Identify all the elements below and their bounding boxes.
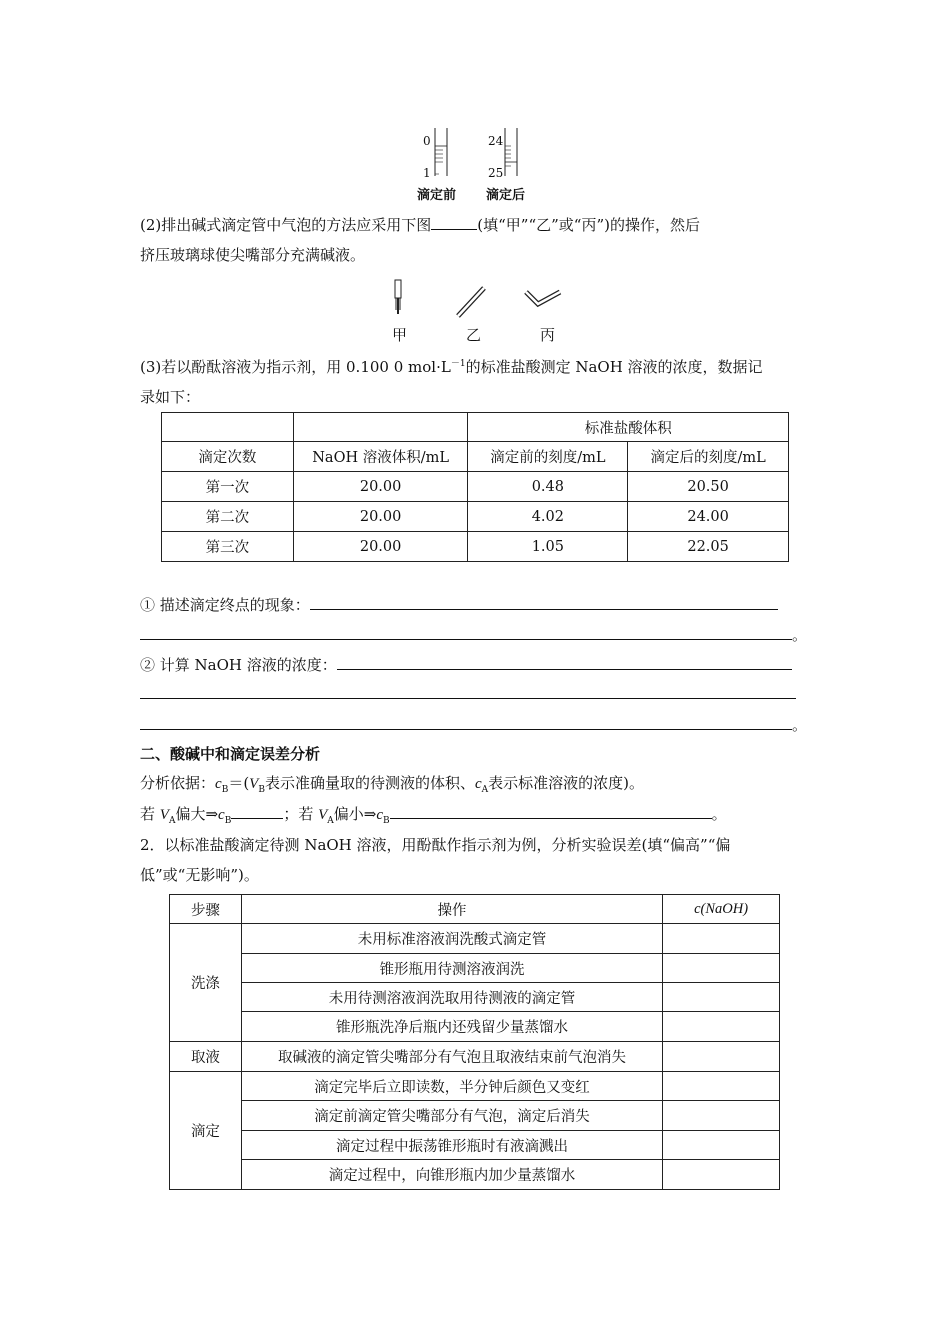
var-c: c (474, 776, 482, 792)
var-c: c (215, 776, 222, 792)
op-cell: 锥形瓶用待测溶液润洗 (241, 954, 662, 983)
cell: 0.48 (468, 472, 628, 502)
op-cell: 取碱液的滴定管尖嘴部分有气泡且取液结束前气泡消失 (241, 1042, 662, 1072)
table-blank (293, 413, 468, 442)
table-row (170, 1072, 780, 1101)
item2-blank3[interactable] (140, 715, 792, 730)
table-row (170, 924, 780, 954)
item1-blank2[interactable] (140, 625, 792, 640)
op-cell: 滴定完毕后立即读数，半分钟后颜色又变红 (241, 1072, 662, 1101)
var-v: V (159, 807, 169, 823)
burette-figure (415, 124, 535, 204)
if-blank1[interactable] (231, 804, 283, 819)
q2-text-a: (2)排出碱式滴定管中气泡的方法应采用下图 (140, 216, 432, 234)
var-c: c (218, 807, 225, 823)
item2-text: ② 计算 NaOH 溶液的浓度： (140, 656, 337, 674)
cell: 第三次 (162, 532, 294, 562)
step-cell: 滴定 (170, 1072, 242, 1190)
error-analysis-table (169, 894, 780, 1190)
op-cell: 未用标准溶液润洗酸式滴定管 (241, 924, 662, 954)
item2-line3 (140, 714, 807, 735)
answer-cell[interactable] (663, 1072, 780, 1101)
table-corner (162, 413, 294, 442)
cell: 24.00 (628, 502, 789, 532)
sub-b: B (224, 816, 232, 826)
table-row (162, 502, 789, 532)
answer-cell[interactable] (663, 1012, 780, 1042)
cell: 20.50 (628, 472, 789, 502)
sub-a: A (327, 816, 334, 826)
caption-after: 滴定后 (486, 188, 526, 203)
if-d: 偏小⇒ (333, 805, 377, 823)
left-bottom-mark: 1 (423, 166, 431, 180)
c-naoh-header: c(NaOH) (694, 900, 749, 917)
item2-blank2[interactable] (140, 684, 796, 699)
bubble-methods-drawing (380, 278, 580, 320)
table-row (162, 472, 789, 502)
bubble-figure (380, 278, 580, 344)
basis-d: 表示标准溶液的浓度)。 (488, 774, 645, 792)
table-group-header: 标准盐酸体积 (468, 413, 789, 442)
if-line (140, 803, 727, 826)
table-row (170, 1012, 780, 1042)
table-row (170, 1160, 780, 1190)
var-v: V (318, 807, 328, 823)
q3-text-b: 的标准盐酸测定 NaOH 溶液的浓度，数据记 (465, 358, 763, 376)
col-header: 滴定后的刻度/mL (628, 442, 789, 472)
op-cell: 未用待测溶液润洗取用待测液的滴定管 (241, 983, 662, 1012)
table-row (170, 1131, 780, 1160)
sub-a: A (481, 785, 489, 795)
if-e: 。 (711, 805, 727, 823)
item1-line2 (140, 624, 807, 645)
col-header (663, 895, 780, 924)
answer-cell[interactable] (663, 1042, 780, 1072)
left-top-mark: 0 (423, 134, 431, 148)
table-row (162, 532, 789, 562)
table-row (170, 1101, 780, 1131)
q2-text-b: (填“甲”“乙”或“丙”)的操作，然后 (477, 216, 700, 234)
step-cell: 取液 (170, 1042, 242, 1072)
if-c: ；若 (283, 805, 319, 823)
answer-cell[interactable] (663, 1101, 780, 1131)
q3-line1 (140, 356, 763, 377)
item1-blank[interactable] (310, 595, 778, 610)
titration-data-table (161, 412, 789, 562)
caption-before: 滴定前 (417, 188, 457, 203)
basis-a: 分析依据： (140, 774, 216, 792)
sub-b: B (383, 816, 390, 826)
item2-blank[interactable] (337, 655, 792, 670)
answer-cell[interactable] (663, 1160, 780, 1190)
step-cell: 洗涤 (170, 924, 242, 1042)
q3-text-a: (3)若以酚酞溶液为指示剂，用 0.100 0 mol·L (140, 358, 451, 376)
if-a: 若 (140, 805, 160, 823)
cell: 20.00 (293, 532, 468, 562)
item2-line2 (140, 684, 796, 703)
answer-cell[interactable] (663, 924, 780, 954)
q2b-line1: 2．以标准盐酸滴定待测 NaOH 溶液，用酚酞作指示剂为例，分析实验误差(填“偏高”“偏 (140, 836, 731, 854)
op-cell: 滴定过程中，向锥形瓶内加少量蒸馏水 (241, 1160, 662, 1190)
var-c: c (376, 807, 384, 823)
q3-line2: 录如下： (140, 388, 201, 406)
cell: 1.05 (468, 532, 628, 562)
op-cell: 滴定前滴定管尖嘴部分有气泡，滴定后消失 (241, 1101, 662, 1131)
fig-label-yi: 乙 (466, 326, 482, 344)
col-header: 滴定次数 (162, 442, 294, 472)
op-cell: 锥形瓶洗净后瓶内还残留少量蒸馏水 (241, 1012, 662, 1042)
section-title: 二、酸碱中和滴定误差分析 (140, 745, 321, 763)
item1-line (140, 594, 778, 615)
if-b: 偏大⇒ (175, 805, 219, 823)
basis-c: 表示准确量取的待测液的体积、 (264, 774, 475, 792)
item1-text: ① 描述滴定终点的现象： (140, 596, 310, 614)
cell: 第一次 (162, 472, 294, 502)
op-cell: 滴定过程中振荡锥形瓶时有液滴溅出 (241, 1131, 662, 1160)
period: 。 (792, 716, 808, 734)
table-row (170, 983, 780, 1012)
right-bottom-mark: 25 (488, 166, 504, 180)
var-v: V (249, 776, 259, 792)
q2-line2: 挤压玻璃球使尖嘴部分充满碱液。 (140, 246, 366, 264)
basis-b: ＝( (228, 774, 250, 792)
sub-a: A (168, 816, 176, 826)
answer-cell[interactable] (663, 954, 780, 983)
col-header: 操作 (241, 895, 662, 924)
period: 。 (792, 626, 808, 644)
table-row (170, 954, 780, 983)
fig-label-bing: 丙 (540, 326, 556, 344)
if-blank2[interactable] (390, 804, 712, 819)
q2b-line2: 低”或“无影响”)。 (140, 866, 259, 884)
col-header: NaOH 溶液体积/mL (293, 442, 468, 472)
answer-cell[interactable] (663, 983, 780, 1012)
col-header: 步骤 (170, 895, 242, 924)
q3-superscript: －1 (450, 359, 466, 369)
fig-label-jia: 甲 (392, 326, 408, 344)
q2-blank[interactable] (431, 215, 477, 230)
right-top-mark: 24 (488, 134, 504, 148)
table-row (170, 1042, 780, 1072)
sub-b: B (221, 785, 229, 795)
cell: 20.00 (293, 502, 468, 532)
sub-b: B (258, 785, 265, 795)
cell: 第二次 (162, 502, 294, 532)
q2-line1 (140, 214, 700, 235)
basis-line (140, 772, 644, 795)
cell: 20.00 (293, 472, 468, 502)
answer-cell[interactable] (663, 1131, 780, 1160)
col-header: 滴定前的刻度/mL (468, 442, 628, 472)
cell: 22.05 (628, 532, 789, 562)
burette-drawing (415, 124, 535, 184)
item2-line (140, 654, 792, 675)
cell: 4.02 (468, 502, 628, 532)
